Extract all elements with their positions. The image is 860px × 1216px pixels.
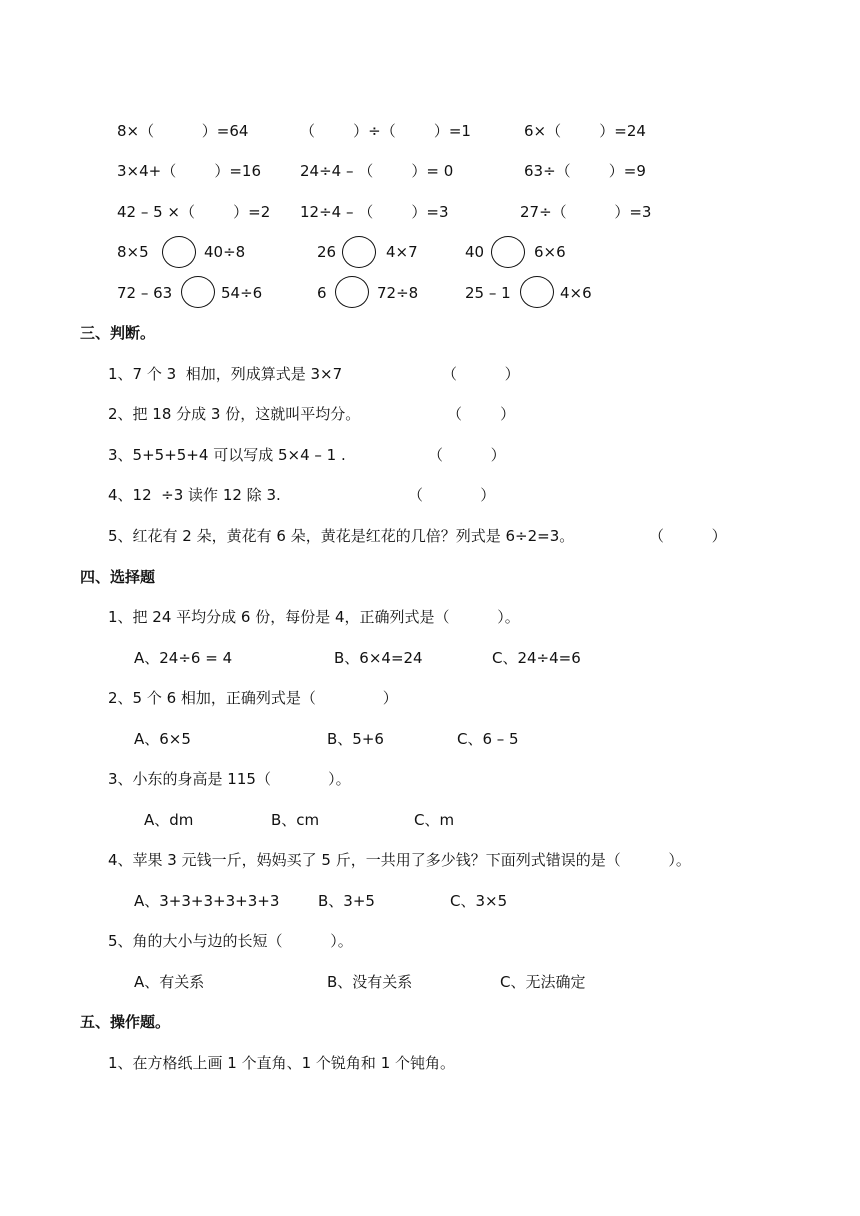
compare-2-1-right: 54÷6: [221, 284, 263, 302]
fill-blank-3-1: 42 – 5 ×（ ）=2: [117, 203, 271, 221]
compare-circle[interactable]: [181, 276, 215, 308]
choice-1-option-a[interactable]: A、24÷6 = 4: [134, 649, 233, 667]
compare-1-2-right: 4×7: [386, 243, 418, 261]
compare-1-1-right: 40÷8: [204, 243, 246, 261]
section4-title: 四、选择题: [80, 568, 156, 586]
choice-5-option-b[interactable]: B、没有关系: [327, 973, 413, 991]
compare-1-1-left: 8×5: [117, 243, 149, 261]
compare-circle[interactable]: [342, 236, 376, 268]
compare-circle[interactable]: [335, 276, 369, 308]
compare-circle[interactable]: [491, 236, 525, 268]
compare-circle[interactable]: [520, 276, 554, 308]
choice-1-option-b[interactable]: B、6×4=24: [334, 649, 423, 667]
choice-2-option-a[interactable]: A、6×5: [134, 730, 191, 748]
choice-1-option-c[interactable]: C、24÷4=6: [492, 649, 581, 667]
judge-item-4: 4、12 ÷3 读作 12 除 3.: [108, 486, 281, 504]
judge-item-5: 5、红花有 2 朵，黄花有 6 朵，黄花是红花的几倍？列式是 6÷2=3。: [108, 527, 575, 545]
compare-2-3-left: 25 – 1: [465, 284, 511, 302]
compare-circle[interactable]: [162, 236, 196, 268]
fill-blank-2-2: 24÷4 – （ ）= 0: [300, 162, 454, 180]
section3-title: 三、判断。: [80, 324, 156, 342]
choice-question-5: 5、角的大小与边的长短（ ）。: [108, 932, 353, 950]
choice-5-option-a[interactable]: A、有关系: [134, 973, 205, 991]
choice-4-option-a[interactable]: A、3+3+3+3+3+3: [134, 892, 280, 910]
fill-blank-1-1: 8×（ ）=64: [117, 122, 249, 140]
fill-blank-2-1: 3×4+（ ）=16: [117, 162, 262, 180]
judge-item-3: 3、5+5+5+4 可以写成 5×4 – 1 .: [108, 446, 346, 464]
choice-question-2: 2、5 个 6 相加，正确列式是（ ）: [108, 689, 398, 707]
compare-2-1-left: 72 – 63: [117, 284, 173, 302]
judge-item-2: 2、把 18 分成 3 份，这就叫平均分。: [108, 405, 361, 423]
choice-5-option-c[interactable]: C、无法确定: [500, 973, 586, 991]
compare-2-2-left: 6: [317, 284, 327, 302]
choice-2-option-c[interactable]: C、6 – 5: [457, 730, 519, 748]
choice-4-option-c[interactable]: C、3×5: [450, 892, 508, 910]
choice-2-option-b[interactable]: B、5+6: [327, 730, 384, 748]
choice-question-1: 1、把 24 平均分成 6 份，每份是 4，正确列式是（ ）。: [108, 608, 520, 626]
choice-3-option-b[interactable]: B、cm: [271, 811, 320, 829]
judge-item-1: 1、7 个 3 相加，列成算式是 3×7: [108, 365, 343, 383]
compare-2-3-right: 4×6: [560, 284, 592, 302]
judge-answer-1[interactable]: （ ）: [442, 365, 520, 383]
fill-blank-1-3: 6×（ ）=24: [524, 122, 646, 140]
choice-question-4: 4、苹果 3 元钱一斤，妈妈买了 5 斤，一共用了多少钱？下面列式错误的是（ ）。: [108, 851, 691, 869]
choice-3-option-c[interactable]: C、m: [414, 811, 455, 829]
compare-2-2-right: 72÷8: [377, 284, 419, 302]
judge-answer-2[interactable]: （ ）: [447, 405, 516, 423]
fill-blank-3-2: 12÷4 – （ ）=3: [300, 203, 449, 221]
judge-answer-5[interactable]: （ ）: [649, 527, 727, 545]
judge-answer-3[interactable]: （ ）: [428, 446, 506, 464]
compare-1-3-right: 6×6: [534, 243, 566, 261]
fill-blank-2-3: 63÷（ ）=9: [524, 162, 646, 180]
fill-blank-1-2: （ ）÷（ ）=1: [300, 122, 471, 140]
choice-4-option-b[interactable]: B、3+5: [318, 892, 375, 910]
compare-1-2-left: 26: [317, 243, 337, 261]
choice-question-3: 3、小东的身高是 115（ ）。: [108, 770, 351, 788]
compare-1-3-left: 40: [465, 243, 485, 261]
choice-3-option-a[interactable]: A、dm: [144, 811, 194, 829]
section5-title: 五、操作题。: [80, 1013, 171, 1031]
operation-item-1: 1、在方格纸上画 1 个直角、1 个锐角和 1 个钝角。: [108, 1054, 456, 1072]
judge-answer-4[interactable]: （ ）: [408, 486, 496, 504]
fill-blank-3-3: 27÷（ ）=3: [520, 203, 652, 221]
